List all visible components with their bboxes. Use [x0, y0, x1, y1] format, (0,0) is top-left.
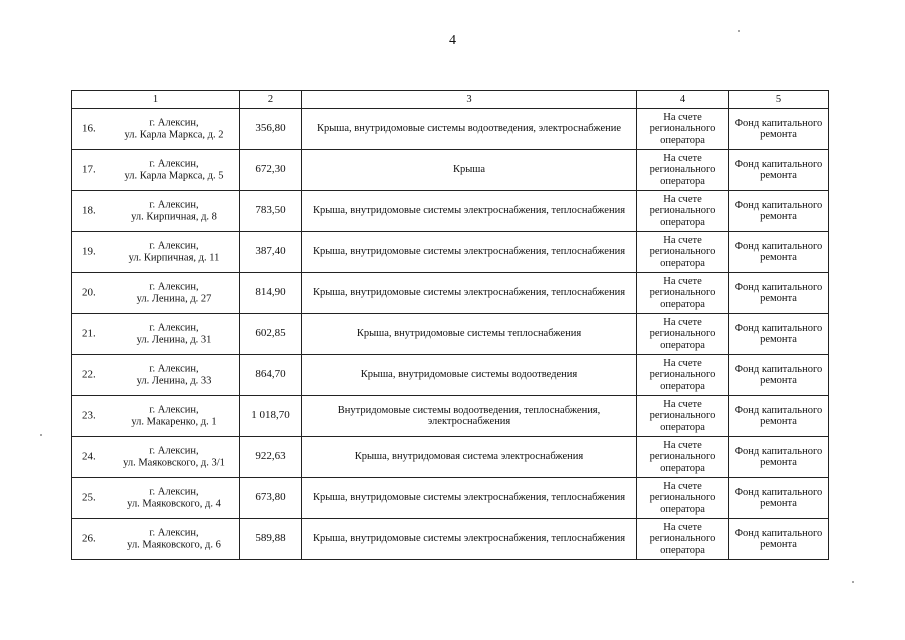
table-row: [72, 109, 829, 150]
work-cell: Крыша, внутридомовые системы теплоснабжения: [302, 314, 637, 355]
row-number: 24.: [82, 450, 96, 463]
address-street: ул. Маяковского, д. 3/1: [123, 457, 225, 468]
work-cell: Крыша, внутридомовые системы электроснабжения, теплоснабжения: [302, 519, 637, 560]
scan-speck: [738, 30, 740, 32]
address: [112, 200, 236, 223]
work-cell: Крыша, внутридомовые системы электроснабжения, теплоснабжения: [302, 478, 637, 519]
address: [112, 241, 236, 264]
table-row: [72, 478, 829, 519]
column-header: 4: [637, 91, 729, 109]
area-cell: 1 018,70: [240, 396, 302, 437]
page-number: 4: [449, 33, 456, 48]
address-cell: [72, 191, 240, 232]
repair-table: [71, 90, 829, 560]
column-header: 2: [240, 91, 302, 109]
row-number: 16.: [82, 122, 96, 135]
address-city: г. Алексин,: [149, 527, 199, 539]
address-cell: [72, 396, 240, 437]
address: [112, 446, 236, 469]
area-cell: 673,80: [240, 478, 302, 519]
address-city: г. Алексин,: [149, 240, 199, 252]
scan-speck: [852, 581, 854, 583]
address-cell: [72, 314, 240, 355]
address: [112, 159, 236, 182]
table-row: [72, 191, 829, 232]
fund-cell: Фонд капитального ремонта: [729, 109, 829, 150]
address-city: г. Алексин,: [149, 158, 199, 170]
account-cell: На счете регионального оператора: [637, 150, 729, 191]
area-cell: 356,80: [240, 109, 302, 150]
table-row: [72, 232, 829, 273]
area-cell: 864,70: [240, 355, 302, 396]
address-street: ул. Кирпичная, д. 11: [128, 252, 220, 263]
table-row: [72, 355, 829, 396]
address-street: ул. Ленина, д. 27: [136, 293, 212, 304]
address: [112, 528, 236, 551]
fund-cell: Фонд капитального ремонта: [729, 273, 829, 314]
area-cell: 922,63: [240, 437, 302, 478]
work-cell: Крыша, внутридомовые системы электроснабжения, теплоснабжения: [302, 273, 637, 314]
address-cell: [72, 355, 240, 396]
work-cell: Крыша, внутридомовая система электроснабжения: [302, 437, 637, 478]
work-cell: Крыша, внутридомовые системы водоотведения, электроснабжение: [302, 109, 637, 150]
fund-cell: Фонд капитального ремонта: [729, 150, 829, 191]
area-cell: 814,90: [240, 273, 302, 314]
account-cell: На счете регионального оператора: [637, 355, 729, 396]
area-cell: 783,50: [240, 191, 302, 232]
address-city: г. Алексин,: [149, 117, 199, 129]
account-cell: На счете регионального оператора: [637, 437, 729, 478]
table-row: [72, 150, 829, 191]
address-street: ул. Ленина, д. 31: [136, 334, 212, 345]
address-city: г. Алексин,: [149, 322, 199, 334]
address-city: г. Алексин,: [149, 486, 199, 498]
table-row: [72, 314, 829, 355]
address: [112, 364, 236, 387]
row-number: 19.: [82, 245, 96, 258]
address-city: г. Алексин,: [149, 281, 199, 293]
table-row: [72, 396, 829, 437]
address-city: г. Алексин,: [149, 199, 199, 211]
area-cell: 387,40: [240, 232, 302, 273]
fund-cell: Фонд капитального ремонта: [729, 437, 829, 478]
address-cell: [72, 273, 240, 314]
address-cell: [72, 232, 240, 273]
row-number: 22.: [82, 368, 96, 381]
address-street: ул. Карла Маркса, д. 5: [124, 170, 224, 181]
address-cell: [72, 478, 240, 519]
column-header: 1: [72, 91, 240, 109]
account-cell: На счете регионального оператора: [637, 396, 729, 437]
address-city: г. Алексин,: [149, 404, 199, 416]
area-cell: 589,88: [240, 519, 302, 560]
row-number: 17.: [82, 163, 96, 176]
row-number: 26.: [82, 532, 96, 545]
scan-speck: [40, 434, 42, 436]
work-cell: Крыша, внутридомовые системы водоотведения: [302, 355, 637, 396]
row-number: 25.: [82, 491, 96, 504]
work-cell: Крыша, внутридомовые системы электроснабжения, теплоснабжения: [302, 191, 637, 232]
work-cell: Крыша: [302, 150, 637, 191]
row-number: 23.: [82, 409, 96, 422]
column-header: 3: [302, 91, 637, 109]
area-cell: 602,85: [240, 314, 302, 355]
address: [112, 487, 236, 510]
account-cell: На счете регионального оператора: [637, 478, 729, 519]
area-cell: 672,30: [240, 150, 302, 191]
address-city: г. Алексин,: [149, 445, 199, 457]
fund-cell: Фонд капитального ремонта: [729, 519, 829, 560]
address: [112, 118, 236, 141]
fund-cell: Фонд капитального ремонта: [729, 478, 829, 519]
account-cell: На счете регионального оператора: [637, 519, 729, 560]
address-street: ул. Маяковского, д. 4: [127, 498, 221, 509]
address-cell: [72, 109, 240, 150]
account-cell: На счете регионального оператора: [637, 109, 729, 150]
address-street: ул. Маяковского, д. 6: [127, 539, 221, 550]
fund-cell: Фонд капитального ремонта: [729, 314, 829, 355]
table-row: [72, 519, 829, 560]
account-cell: На счете регионального оператора: [637, 232, 729, 273]
address-street: ул. Макаренко, д. 1: [131, 416, 217, 427]
column-header: 5: [729, 91, 829, 109]
row-number: 18.: [82, 204, 96, 217]
table-row: [72, 273, 829, 314]
table-row: [72, 437, 829, 478]
fund-cell: Фонд капитального ремонта: [729, 355, 829, 396]
address: [112, 323, 236, 346]
fund-cell: Фонд капитального ремонта: [729, 232, 829, 273]
account-cell: На счете регионального оператора: [637, 314, 729, 355]
account-cell: На счете регионального оператора: [637, 191, 729, 232]
address-street: ул. Ленина, д. 33: [136, 375, 212, 386]
address-street: ул. Кирпичная, д. 8: [131, 211, 217, 222]
fund-cell: Фонд капитального ремонта: [729, 191, 829, 232]
row-number: 20.: [82, 286, 96, 299]
address-cell: [72, 437, 240, 478]
row-number: 21.: [82, 327, 96, 340]
header-row: [72, 91, 829, 109]
fund-cell: Фонд капитального ремонта: [729, 396, 829, 437]
address: [112, 282, 236, 305]
work-cell: Внутридомовые системы водоотведения, теплоснабжения, электроснабжения: [302, 396, 637, 437]
address-street: ул. Карла Маркса, д. 2: [124, 129, 224, 140]
address-city: г. Алексин,: [149, 363, 199, 375]
address-cell: [72, 150, 240, 191]
account-cell: На счете регионального оператора: [637, 273, 729, 314]
work-cell: Крыша, внутридомовые системы электроснабжения, теплоснабжения: [302, 232, 637, 273]
address: [112, 405, 236, 428]
address-cell: [72, 519, 240, 560]
